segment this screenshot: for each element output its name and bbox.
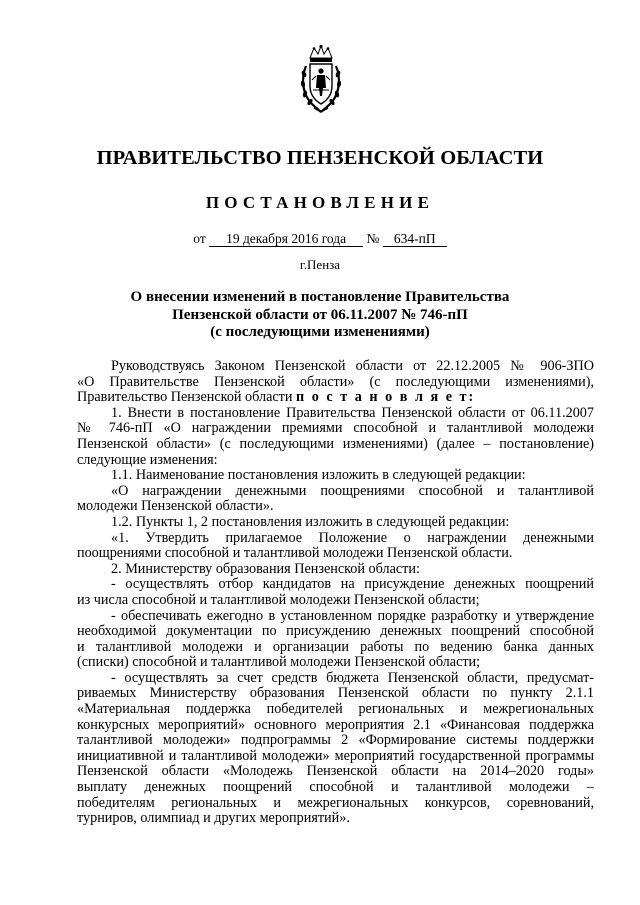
body-line: - осуществлять за счет средств бюджета Пензенской области, предусмат-	[111, 669, 594, 686]
body-line: из числа способной и талантливой молодежи Пензенской области;	[77, 591, 480, 608]
body-line	[77, 390, 594, 406]
subject-line: О внесении изменений в постановление Правительства	[130, 289, 510, 305]
date-number-line	[0, 231, 640, 247]
body-line: конкурсных мероприятий» основного мероприятия 2.1 «Финансовая поддержка	[77, 716, 594, 733]
date-prefix: от	[193, 231, 206, 246]
body-line: следующие изменения:	[77, 451, 218, 468]
body-line: Пензенской области «Молодежь Пензенской области на 2014–2020 годы»	[77, 763, 594, 780]
document-subject	[100, 289, 540, 342]
body-line: инициативной и талантливой молодежи» мероприятий государственной программы	[77, 747, 594, 764]
body-line: необходимой документации по присуждению денежных поощрений способной	[77, 623, 594, 640]
body-line: - осуществлять отбор кандидатов на присуждение денежных поощрений	[111, 576, 594, 593]
coat-of-arms-icon	[298, 44, 344, 114]
body-line: № 746-пП «О награждении премиями способной и талантливой молодежи	[77, 420, 594, 437]
document-body	[77, 359, 594, 827]
body-line: - обеспечивать ежегодно в установленном порядке разработку и утверждение	[111, 607, 594, 624]
body-line: 1.2. Пункты 1, 2 постановления изложить в следующей редакции:	[111, 513, 510, 530]
body-line: 1.1. Наименование постановления изложить в следующей редакции:	[111, 467, 526, 484]
resolves-word: п о с т а н о в л я е т:	[296, 389, 476, 406]
body-line: (списки) способной и талантливой молодежи Пензенской области;	[77, 654, 481, 671]
body-line: талантливой молодежи» подпрограммы 2 «Формирование системы поддержки	[77, 732, 594, 749]
body-line: «1. Утвердить прилагаемое Положение о награждении денежными	[111, 529, 594, 546]
body-line: Пензенской области» (с последующими изменениями) (далее – постановление)	[77, 435, 594, 452]
body-line: «Материальная поддержка победителей региональных и межрегиональных	[77, 701, 594, 718]
number-sign: №	[366, 231, 380, 246]
organization-title: ПРАВИТЕЛЬСТВО ПЕНЗЕНСКОЙ ОБЛАСТИ	[96, 147, 544, 169]
subject-line: Пензенской области от 06.11.2007 № 746-пП	[172, 306, 468, 323]
body-line: 1. Внести в постановление Правительства Пензенской области от 06.11.2007	[111, 404, 594, 421]
document-date: 19 декабря 2016 года	[209, 231, 363, 247]
document-number: 634-пП	[383, 231, 447, 247]
subject-line: (с последующими изменениями)	[210, 324, 430, 340]
body-line: «О награждении денежными поощрениями способной и талантливой	[111, 482, 594, 499]
body-line: победителям региональных и межрегиональных конкурсов, соревнований,	[77, 794, 594, 811]
body-line: молодежи Пензенской области».	[77, 498, 274, 515]
body-line: риваемых Министерству образования Пензенской области по пункту 2.1.1	[77, 685, 594, 702]
document-type: ПОСТАНОВЛЕНИЕ	[205, 193, 435, 212]
body-line-part: Правительство Пензенской области	[77, 389, 293, 406]
city: г.Пенза	[299, 257, 341, 272]
body-line: 2. Министерству образования Пензенской области:	[111, 560, 420, 577]
body-line: поощрениями способной и талантливой молодежи Пензенской области.	[77, 545, 513, 562]
body-line: Руководствуясь Законом Пензенской области от 22.12.2005 № 906-ЗПО	[111, 358, 594, 374]
coat-of-arms-emblem	[298, 44, 344, 114]
body-line: турниров, олимпиад и других мероприятий».	[77, 810, 350, 827]
body-line: и талантливой молодежи и организации работы по ведению банка данных	[77, 638, 594, 655]
body-line: «О Правительстве Пензенской области» (с последующими изменениями),	[77, 373, 594, 390]
body-line: выплату денежных поощрений способной и талантливой молодежи –	[77, 779, 594, 796]
